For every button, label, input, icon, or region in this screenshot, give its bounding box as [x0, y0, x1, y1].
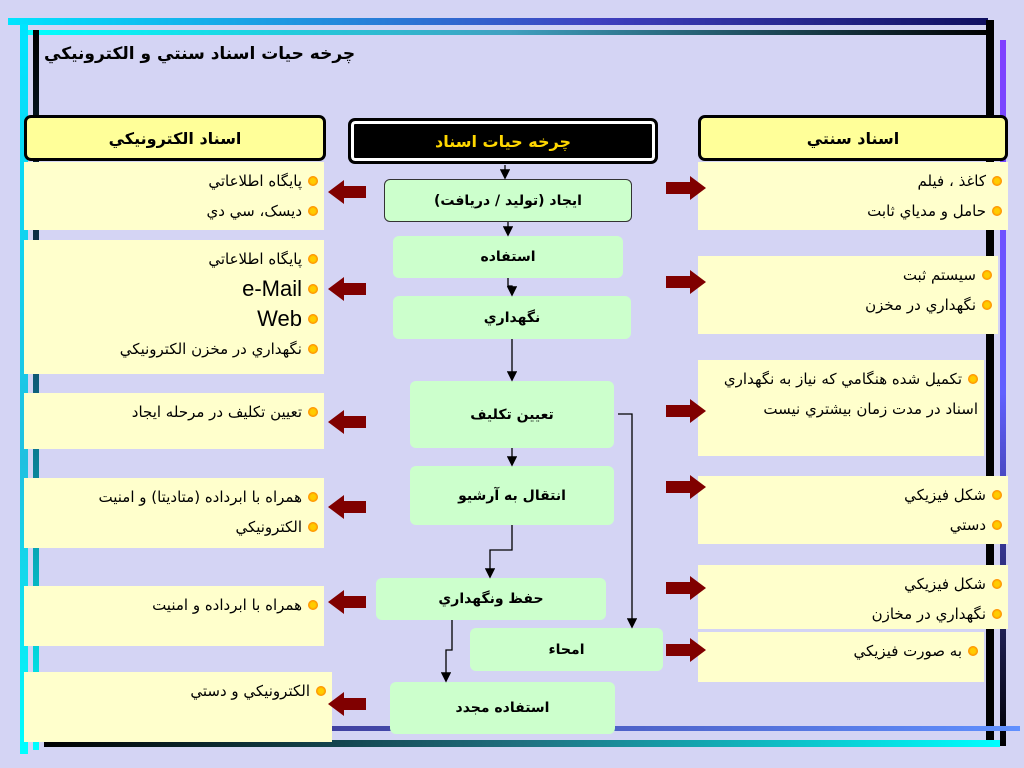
list-item: الکترونيکي و دستي: [30, 676, 326, 706]
list-item: تکميل شده هنگامي که نياز به نگهداري اسناد در مدت زمان بيشتري نيست: [723, 370, 978, 418]
arrow-right-icon: [666, 176, 706, 200]
list-item: کاغذ ، فيلم: [704, 166, 1002, 196]
list-item: شکل فيزيکي: [704, 569, 1002, 599]
arrow-left-icon: [328, 410, 366, 434]
list-item: همراه با ابرداده (متاديتا) و امنيت: [30, 482, 318, 512]
arrow-right-icon: [666, 576, 706, 600]
stage-create: ايجاد (توليد / دريافت): [384, 179, 632, 222]
arrow-right-icon: [666, 270, 706, 294]
arrow-left-icon: [328, 590, 366, 614]
page-title: چرخه حيات اسناد سنتي و الکترونيکي: [44, 44, 356, 64]
list-item: الکترونيکي: [30, 512, 318, 542]
lifecycle-header: چرخه حيات اسناد: [348, 118, 658, 164]
stage-use: استفاده: [393, 236, 623, 278]
list-item: پايگاه اطلاعاتي: [30, 166, 318, 196]
list-item: سيستم ثبت: [704, 260, 992, 290]
list-item: Web: [30, 304, 318, 334]
arrow-right-icon: [666, 475, 706, 499]
list-item: شکل فيزيکي: [704, 480, 1002, 510]
list-item: نگهداري در مخازن: [704, 599, 1002, 629]
stage-preserve: حفظ ونگهداري: [376, 578, 606, 620]
stage-appraise: تعيين تکليف: [410, 381, 614, 448]
arrow-left-icon: [328, 180, 366, 204]
stage-maintain: نگهداري: [393, 296, 631, 339]
list-item: e-Mail: [30, 274, 318, 304]
list-item: همراه با ابرداده و امنيت: [30, 590, 318, 620]
arrow-left-icon: [328, 692, 366, 716]
arrow-left-icon: [328, 495, 366, 519]
arrow-right-icon: [666, 638, 706, 662]
list-item: دستي: [704, 510, 1002, 540]
list-item: حامل و مدياي ثابت: [704, 196, 1002, 226]
list-item: نگهداري در مخزن الکترونيکي: [30, 334, 318, 364]
list-item: نگهداري در مخزن: [704, 290, 992, 320]
stage-reuse: استفاده مجدد: [390, 682, 615, 734]
stage-archive: انتقال به آرشيو: [410, 466, 614, 525]
list-item: ديسک، سي دي: [30, 196, 318, 226]
list-item: پايگاه اطلاعاتي: [30, 244, 318, 274]
list-item: به صورت فيزيکي: [704, 636, 978, 666]
electronic-header: اسناد الکترونيکي: [24, 115, 326, 161]
arrow-left-icon: [328, 277, 366, 301]
traditional-header: اسناد سنتي: [698, 115, 1008, 161]
stage-destroy: امحاء: [470, 628, 663, 671]
arrow-right-icon: [666, 399, 706, 423]
list-item: تعيين تکليف در مرحله ايجاد: [30, 397, 318, 427]
